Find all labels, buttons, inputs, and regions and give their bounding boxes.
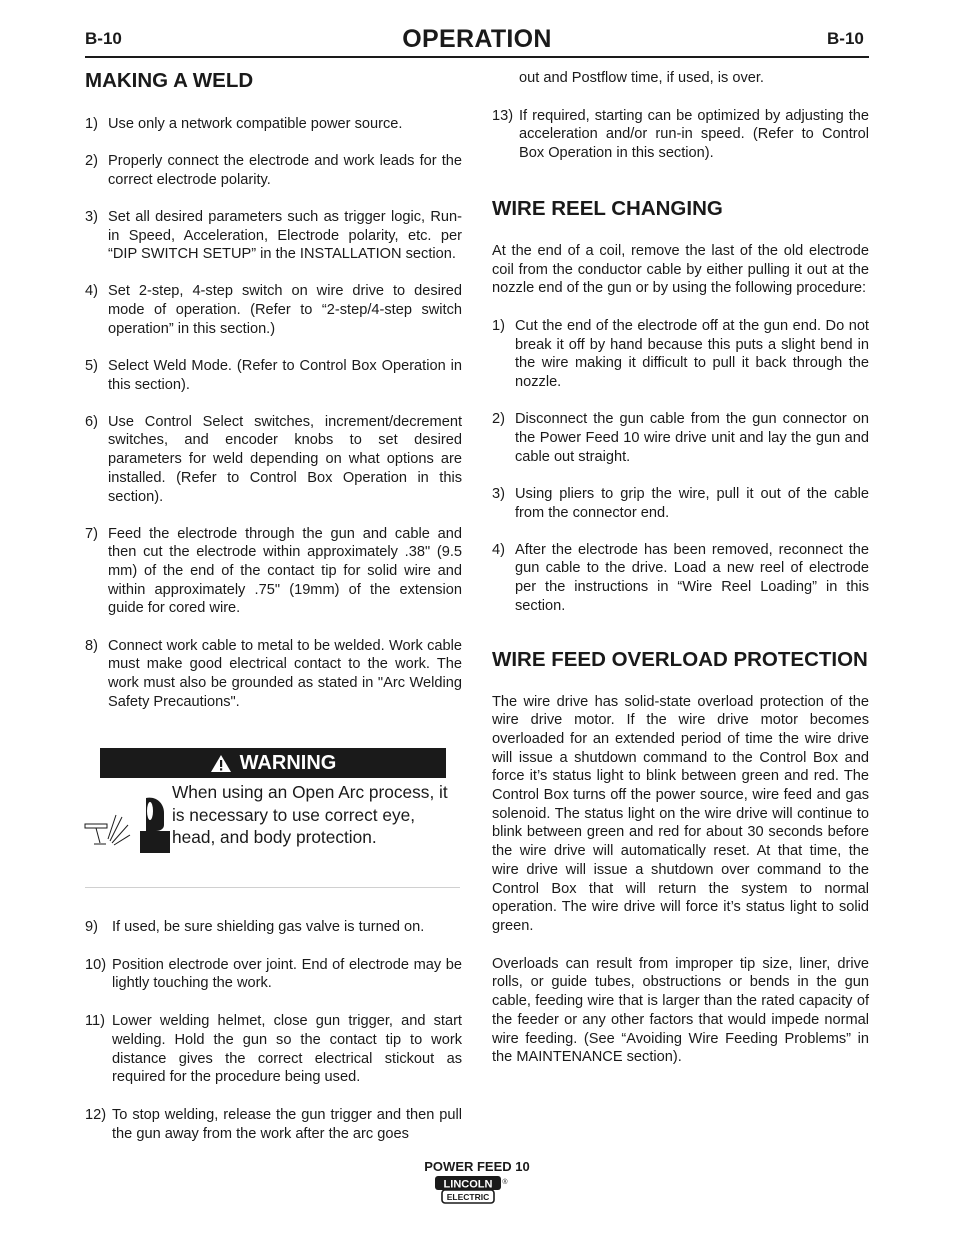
list-item xyxy=(85,208,462,264)
step-number: 4) xyxy=(492,541,505,558)
list-item xyxy=(85,115,462,134)
list-item xyxy=(85,413,462,507)
making-a-weld-heading: MAKING A WELD xyxy=(85,69,254,92)
wire-reel-changing-heading: WIRE REEL CHANGING xyxy=(492,196,723,220)
step-text: Disconnect the gun cable from the gun connector on the Power Feed 10 wire drive unit and lay the gun and cable out straight. xyxy=(515,411,869,465)
logo-top-text: LINCOLN xyxy=(443,1178,493,1191)
page-code-right: B-10 xyxy=(827,29,864,48)
step-text: Set 2-step, 4-step switch on wire drive to desired mode of operation. (Refer to “2-step/4-step switch operation” in this section.) xyxy=(108,283,462,337)
list-item xyxy=(85,282,462,338)
step-number: 5) xyxy=(85,357,98,374)
step-number: 8) xyxy=(85,637,98,654)
list-item xyxy=(85,1012,462,1087)
step-number: 9) xyxy=(85,919,98,935)
making-a-weld-steps-part2 xyxy=(85,918,462,1143)
overload-paragraph-2: Overloads can result from improper tip size, liner, drive rolls, or guide tubes, obstructions or bends in the gun cable, feeding wire that is larger than the rated capacity of the feeder or any other factors that would impede normal wire feeding. (See “Avoiding Wire Feeding Problems” in the MAINTENANCE section). xyxy=(492,955,869,1066)
making-a-weld-steps-part1 xyxy=(85,115,462,711)
page-title: OPERATION xyxy=(402,25,552,53)
step-number: 1) xyxy=(492,317,505,334)
step-text: After the electrode has been removed, reconnect the gun cable to the drive. Load a new reel of electrode per the instructions in “Wire Reel Loading” in this section. xyxy=(515,541,869,614)
step-number: 10) xyxy=(85,956,107,973)
step-number: 2) xyxy=(492,411,505,428)
logo-registered-mark: ® xyxy=(502,1179,508,1186)
list-item xyxy=(85,525,462,619)
step-text: Using pliers to grip the wire, pull it out of the cable from the connector end. xyxy=(515,485,869,521)
list-item xyxy=(492,485,869,522)
step-text: Use Control Select switches, increment/decrement switches, and encoder knobs to set desired parameters for weld depending on what options are installed. (Refer to Control Box Operation in this section). xyxy=(108,413,462,505)
step-number: 2) xyxy=(85,153,98,170)
list-item xyxy=(85,152,462,189)
making-a-weld-section xyxy=(85,69,462,711)
list-item xyxy=(492,410,869,466)
list-item xyxy=(85,1106,462,1143)
list-item xyxy=(492,317,869,392)
lincoln-electric-logo xyxy=(434,1175,512,1205)
warning-text: When using an Open Arc process, it is necessary to use correct eye, head, and body protection. xyxy=(172,782,448,848)
step-text: Set all desired parameters such as trigger logic, Run-in Speed, Acceleration, Electrode polarity, etc. per “DIP SWITCH SETUP” in the INSTALLATION section. xyxy=(108,208,462,263)
step-number: 3) xyxy=(85,208,98,225)
step-text: To stop welding, release the gun trigger and then pull the gun away from the work after the arc goes xyxy=(112,1106,462,1142)
right-column xyxy=(492,69,869,1067)
list-item xyxy=(85,918,462,937)
list-item xyxy=(492,541,869,616)
step-text: Cut the end of the electrode off at the gun end. Do not break it off by hand because this puts a slight bend in the wire making it difficult to pull it back through the nozzle. xyxy=(515,317,869,391)
step-number: 1) xyxy=(85,116,98,132)
step-text: Feed the electrode through the gun and cable and then cut the electrode within approximately .38" (9.5 mm) of the end of the contact tip for solid wire and within approximately .75" (19mm) of the extension guide for cored wire. xyxy=(108,525,462,617)
step-number: 11) xyxy=(85,1013,106,1030)
list-item xyxy=(85,956,462,993)
step-number: 4) xyxy=(85,283,98,300)
step-number: 7) xyxy=(85,525,98,542)
making-a-weld-steps-continued xyxy=(85,918,462,1143)
overload-paragraph-1: The wire drive has solid-state overload protection of the wire drive motor. If the wire drive motor becomes overloaded for an extended period of time the wire drive will issue a shutdown command to the Control Box and force it’s status light to blink between green and red. The Control Box turns off the power source, wire feed and gas solenoid. The status light on the wire drive will continue to blink between green and red for about 30 seconds before the wire drive will automatically reset. At that time, the wire drive will issue a shutdown over command to the Control Box that will return the system to normal operation. The wire drive will force it’s status light to solid green. xyxy=(492,693,869,934)
wire-reel-changing-intro: At the end of a coil, remove the last of the old electrode coil from the conductor cable by either pulling it out at the nozzle end of the gun or by using the following procedure: xyxy=(492,242,869,297)
step-text: Select Weld Mode. (Refer to Control Box Operation in this section). xyxy=(108,357,462,393)
step-text: Properly connect the electrode and work leads for the correct electrode polarity. xyxy=(108,153,462,188)
footer-product-name: POWER FEED 10 xyxy=(424,1159,530,1174)
step-text: If used, be sure shielding gas valve is turned on. xyxy=(112,919,425,935)
step-text: Lower welding helmet, close gun trigger, and start welding. Hold the gun so the contact tip to work distance gives the correct electrical stickout as required for the procedure being used. xyxy=(112,1013,462,1086)
warning-separator xyxy=(85,887,460,888)
warning-triangle-icon xyxy=(210,754,232,773)
step13-list xyxy=(492,107,869,163)
step-text: Use only a network compatible power source. xyxy=(108,116,403,132)
step-number: 3) xyxy=(492,485,505,502)
step-text: If required, starting can be optimized by adjusting the acceleration and/or run-in speed. (Refer to Control Box Operation in this section). xyxy=(519,107,869,162)
page-code-left: B-10 xyxy=(85,29,122,48)
header-rule xyxy=(85,56,869,58)
step-text: Position electrode over joint. End of electrode may be lightly touching the work. xyxy=(112,956,462,992)
list-item xyxy=(85,357,462,394)
wire-feed-overload-heading: WIRE FEED OVERLOAD PROTECTION xyxy=(492,647,868,671)
logo-bottom-text: ELECTRIC xyxy=(446,1192,490,1202)
step-number: 13) xyxy=(492,107,514,124)
step-number: 12) xyxy=(85,1106,107,1123)
step12-continued: out and Postflow time, if used, is over. xyxy=(519,70,764,86)
list-item xyxy=(85,637,462,712)
list-item xyxy=(492,107,869,163)
warning-label: WARNING xyxy=(239,751,337,774)
warning-banner xyxy=(100,748,446,778)
wire-reel-changing-steps xyxy=(492,317,869,616)
step-number: 6) xyxy=(85,413,98,430)
welding-protection-icon xyxy=(84,795,172,855)
step-text: Connect work cable to metal to be welded. Work cable must make good electrical contact to the work. The work must also be grounded as stated in "Arc Welding Safety Precautions". xyxy=(108,637,462,710)
